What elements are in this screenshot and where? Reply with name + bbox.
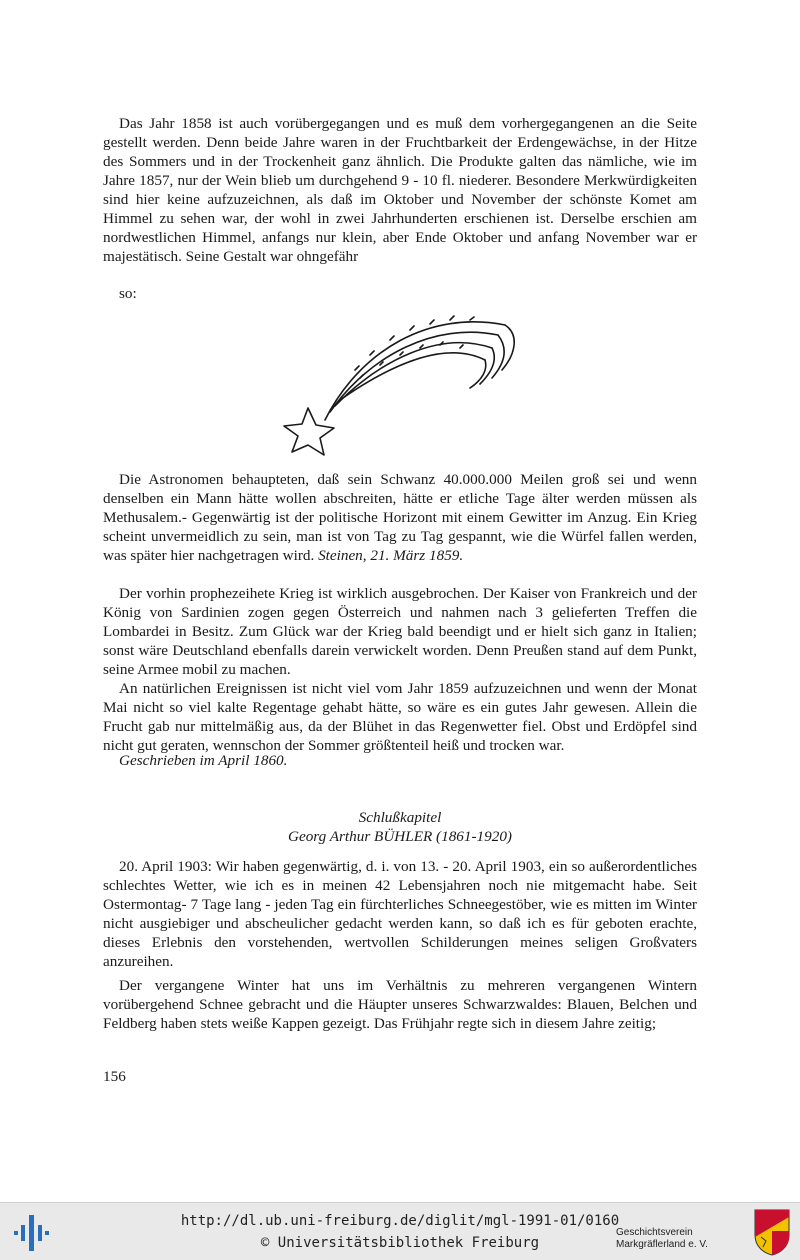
paragraph-2-signature: Steinen, 21. März 1859.: [318, 547, 464, 564]
chapter-title: Schlußkapitel: [358, 809, 442, 826]
paragraph-5: 20. April 1903: Wir haben gegenwärtig, d. i. von 13. - 20. April 1903, ein so außerordentliches schlechtes Wetter, wie ich es in meinen 42 Lebensjahren noch nie mitgemacht habe. Seit Ostermontag- 7 Tage lang - jeden Tag ein fürchterliches Schneegestöber, wie es mitten im Winter nicht ausgiebiger und abscheulicher gedacht werden kann, so daß ich es für geboten erachte, dieses Erlebnis den vorstehenden, wertvollen Schilderungen meines seligen Großvaters anzureihen.: [103, 858, 697, 970]
page-number: 156: [103, 1068, 126, 1085]
paragraph-3: Der vorhin prophezeihete Krieg ist wirklich ausgebrochen. Der Kaiser von Frankreich und der König von Sardinien zogen gegen Österreich und nahmen nach 3 gelieferten Treffen die Lombardei in Besitz. Zum Glück war der Krieg bald beendigt und er hielt sich ganz in Italien; sonst wäre Deutschland ebenfalls darein verwickelt worden. Denn Preußen stand auf dem Punkt, seine Armee mobil zu machen.: [103, 585, 697, 678]
paragraph-1: Das Jahr 1858 ist auch vorübergegangen und es muß dem vorhergegangenen an die Seite gestellt werden. Denn beide Jahre waren in der Fruchtbarkeit der Erdengewächse, in der Hitze des Sommers und in der Trockenheit ganz ähnlich. Die Produkte galten das nämliche, wie im Jahre 1857, nur der Wein blieb um durchgehend 9 - 10 fl. niederer. Besondere Merkwürdigkeiten sind hier keine aufzuzeichnen, als daß im Oktober und November der schönste Komet am Himmel zu sehen war, der wohl in zwei Jahrhunderten erschienen ist. Derselbe erschien am nordwestlichen Himmel, anfangs nur klein, aber Ende Oktober und anfang November war er majestätisch. Seine Gestalt war ohngefähr: [103, 115, 697, 265]
footer-url-link[interactable]: http://dl.ub.uni-freiburg.de/diglit/mgl-1991-01/0160: [180, 1213, 620, 1229]
viewer-footer: [0, 1202, 800, 1260]
markgraeflerland-crest-icon[interactable]: [752, 1207, 792, 1257]
paragraph-2-text: Die Astronomen behaupteten, daß sein Schwanz 40.000.000 Meilen groß sei und wenn denselben ein Mann hätte wollen abschreiten, hätte er etliche Tage älter werden müssen als Methusalem.- Gegenwärtig ist der politische Horizont mit einem Gewitter im Anzug. Ein Krieg scheint unvermeidlich zu sein, man ist von Tag zu Tag gespannt, wie die Würfel fallen werden, was später hier nachgetragen wird.: [103, 471, 697, 564]
paragraph-4-signature: Geschrieben im April 1860.: [119, 752, 288, 769]
society-name: [616, 1227, 751, 1251]
footer-copyright: © Universitätsbibliothek Freiburg: [260, 1235, 540, 1251]
society-line-1: Geschichtsverein: [616, 1227, 693, 1238]
paragraph-2: [103, 470, 697, 565]
comet-drawing-icon: [270, 300, 530, 460]
society-line-2: Markgräflerland e. V.: [616, 1239, 708, 1250]
chapter-author: Georg Arthur BÜHLER (1861-1920): [287, 828, 512, 845]
paragraph-4: An natürlichen Ereignissen ist nicht viel vom Jahr 1859 aufzuzeichnen und wenn der Monat Mai nicht so viel kalte Regentage gehabt hätte, so wäre es ein gutes Jahr gewesen. Allein die Frucht gab nur mittelmäßig aus, da der Blühet in das Regenwetter fiel. Obst und Erdöpfel sind nicht gut geraten, wennschon der Sommer größtenteil heiß und trocken war.: [103, 680, 697, 754]
paragraph-6: Der vergangene Winter hat uns im Verhältnis zu mehreren vergangenen Wintern vorübergehend Schnee gebracht und die Häupter unseres Schwarzwaldes: Blauen, Belchen und Feldberg haben stets weiße Kappen gezeigt. Das Frühjahr regte sich in diesem Jahre zeitig;: [103, 977, 697, 1032]
so-label: so:: [119, 285, 137, 302]
